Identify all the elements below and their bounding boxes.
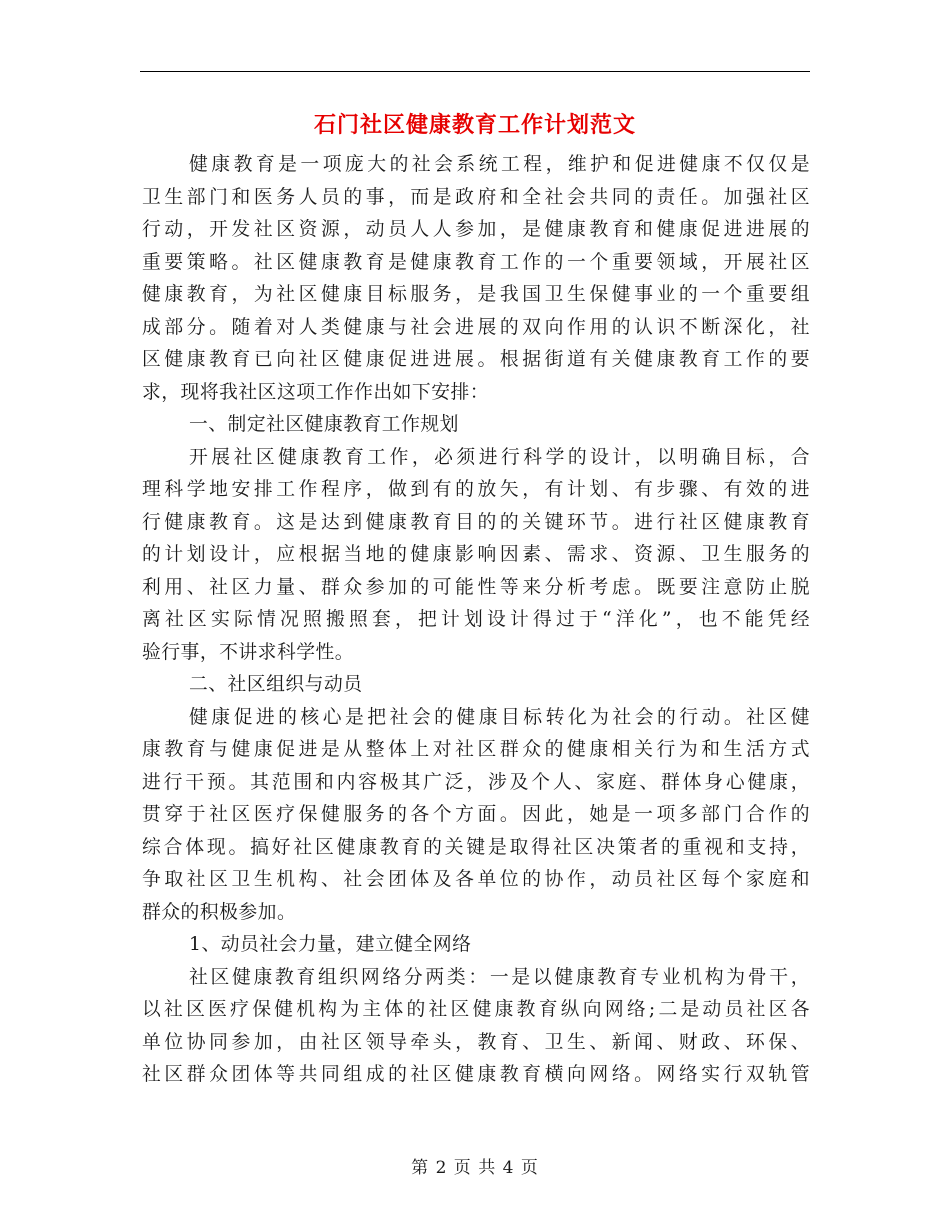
body-line: 开展社区健康教育工作，必须进行科学的设计，以明确目标，合 — [189, 446, 810, 468]
document-title: 石门社区健康教育工作计划范文 — [313, 112, 636, 138]
body-line: 社区群众团体等共同组成的社区健康教育横向网络。网络实行双轨管 — [142, 1064, 810, 1085]
header-rule — [140, 71, 810, 72]
section-heading: 一、制定社区健康教育工作规划 — [189, 414, 459, 435]
body-line: 以社区医疗保健机构为主体的社区健康教育纵向网络;二是动员社区各 — [142, 999, 810, 1020]
body-line: 健康促进的核心是把社会的健康目标转化为社会的行动。社区健 — [189, 706, 810, 728]
page-number-footer: 第 2 页 共 4 页 — [411, 1158, 539, 1178]
body-line: 的计划设计，应根据当地的健康影响因素、需求、资源、卫生服务的 — [142, 544, 810, 565]
body-line: 贯穿于社区医疗保健服务的各个方面。因此，她是一项多部门合作的 — [142, 804, 810, 825]
body-line: 群众的积极参加。 — [142, 901, 297, 923]
body-line: 理科学地安排工作程序，做到有的放矢，有计划、有步骤、有效的进 — [142, 479, 810, 500]
body-line: 进行干预。其范围和内容极其广泛，涉及个人、家庭、群体身心健康， — [142, 771, 810, 793]
body-line: 区健康教育已向社区健康促进进展。根据街道有关健康教育工作的要 — [142, 349, 810, 370]
section-heading: 二、社区组织与动员 — [189, 674, 363, 695]
body-line: 利用、社区力量、群众参加的可能性等来分析考虑。既要注意防止脱 — [142, 576, 810, 598]
body-line: 健康教育，为社区健康目标服务，是我国卫生保健事业的一个重要组 — [142, 284, 810, 305]
body-line: 卫生部门和医务人员的事，而是政府和全社会共同的责任。加强社区 — [142, 186, 810, 208]
body-line: 行动，开发社区资源，动员人人参加，是健康教育和健康促进进展的 — [142, 219, 810, 240]
body-line: 社区健康教育组织网络分两类：一是以健康教育专业机构为骨干， — [189, 966, 810, 988]
body-line: 离社区实际情况照搬照套，把计划设计得过于“洋化”，也不能凭经 — [142, 609, 810, 630]
body-line: 成部分。随着对人类健康与社会进展的双向作用的认识不断深化，社 — [142, 316, 810, 338]
body-line: 争取社区卫生机构、社会团体及各单位的协作，动员社区每个家庭和 — [142, 869, 810, 890]
document-body — [142, 149, 810, 1092]
body-line: 康教育与健康促进是从整体上对社区群众的健康相关行为和生活方式 — [142, 739, 810, 760]
body-line: 综合体现。搞好社区健康教育的关键是取得社区决策者的重视和支持， — [142, 836, 810, 858]
subsection-heading: 1、动员社会力量，建立健全网络 — [189, 934, 472, 955]
body-line: 行健康教育。这是达到健康教育目的的关键环节。进行社区健康教育 — [142, 511, 810, 533]
body-line: 重要策略。社区健康教育是健康教育工作的一个重要领域，开展社区 — [142, 251, 810, 273]
body-line: 求，现将我社区这项工作作出如下安排： — [142, 381, 490, 403]
body-line: 验行事，不讲求科学性。 — [142, 641, 355, 663]
body-line: 健康教育是一项庞大的社会系统工程，维护和促进健康不仅仅是 — [189, 154, 810, 175]
body-line: 单位协同参加，由社区领导牵头，教育、卫生、新闻、财政、环保、 — [142, 1031, 810, 1053]
